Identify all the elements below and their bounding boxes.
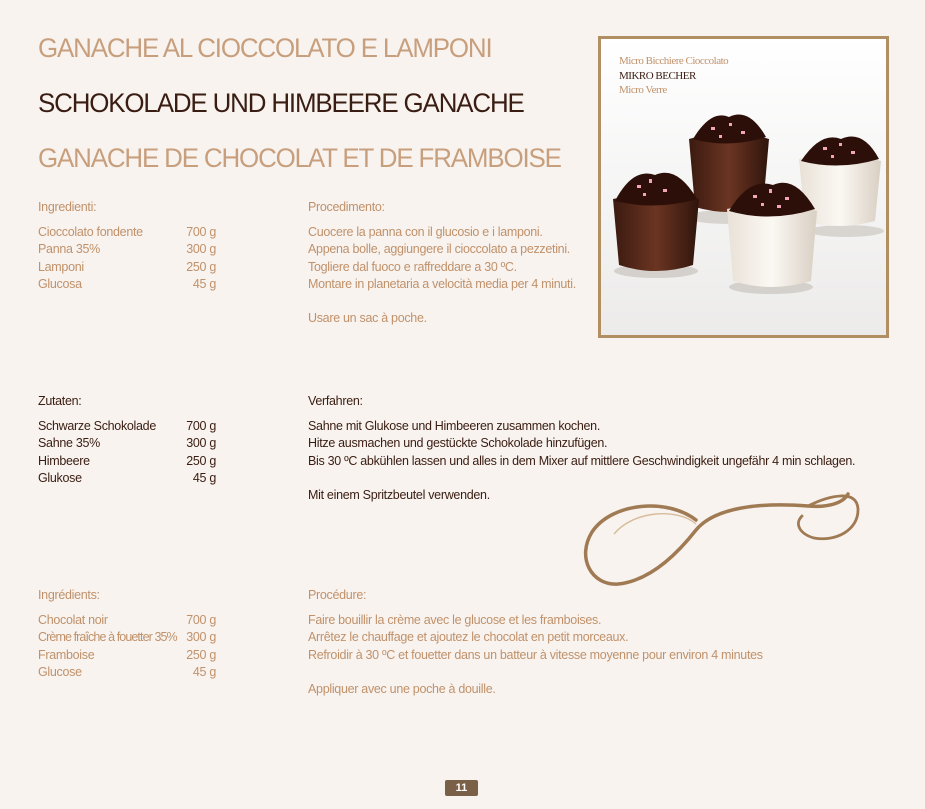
procedure-french xyxy=(308,612,898,698)
title-italian: GANACHE AL CIOCCOLATO E LAMPONI xyxy=(38,33,492,63)
procedure-note: Appliquer avec une poche à douille. xyxy=(308,682,496,697)
photo-labels xyxy=(619,54,728,98)
ingredient-item: Schwarze Schokolade 700 g xyxy=(38,419,216,433)
procedure-note: Usare un sac à poche. xyxy=(308,311,427,326)
procedure-step: Cuocere la panna con il glucosio e i lamponi. xyxy=(308,225,543,239)
ingredient-item: Crème fraîche à fouetter 35% 300 g xyxy=(38,630,216,645)
ingredient-item: Himbeere 250 g xyxy=(38,453,216,468)
ingredients-heading-german: Zutaten: xyxy=(38,394,82,408)
procedure-step: Montare in planetaria a velocità media per 4 minuti. xyxy=(308,276,576,291)
ingredient-item: Lamponi 250 g xyxy=(38,259,216,274)
procedure-note: Mit einem Spritzbeutel verwenden. xyxy=(308,488,490,503)
title-french: GANACHE DE CHOCOLAT ET DE FRAMBOISE xyxy=(38,143,561,173)
procedure-step: Appena bolle, aggiungere il cioccolato a pezzetini. xyxy=(308,242,570,257)
ingredients-heading-italian: Ingredienti: xyxy=(38,200,97,214)
procedure-heading-german: Verfahren: xyxy=(308,394,363,408)
procedure-step: Togliere dal fuoco e raffreddare a 30 ºC. xyxy=(308,259,517,274)
procedure-step: Bis 30 ºC abkühlen lassen und alles in dem Mixer auf mittlere Geschwindigkeit ungefähr 4 min schlagen. xyxy=(308,453,856,468)
ingredient-item: Glucose 45 g xyxy=(38,664,216,679)
ingredient-item: Chocolat noir 700 g xyxy=(38,613,216,627)
photo-label-italian: Micro Bicchiere Cioccolato xyxy=(619,55,729,67)
procedure-step: Refroidir à 30 ºC et fouetter dans un batteur à vitesse moyenne pour environ 4 minutes xyxy=(308,647,763,662)
ingredient-item: Framboise 250 g xyxy=(38,647,216,662)
decorative-swirl xyxy=(578,484,863,594)
procedure-step: Hitze ausmachen und gestückte Schokolade hinzufügen. xyxy=(308,436,608,451)
ingredient-item: Glucosa 45 g xyxy=(38,276,216,291)
ingredient-item: Cioccolato fondente 700 g xyxy=(38,225,216,239)
procedure-heading-french: Procédure: xyxy=(308,588,367,602)
ingredients-heading-french: Ingrédients: xyxy=(38,588,100,602)
ingredient-list-german xyxy=(38,418,218,487)
procedure-heading-italian: Procedimento: xyxy=(308,200,385,214)
title-german: SCHOKOLADE UND HIMBEERE GANACHE xyxy=(38,88,524,118)
photo-label-german: MIKRO BECHER xyxy=(619,69,696,82)
ingredient-item: Panna 35% 300 g xyxy=(38,242,216,257)
procedure-step: Faire bouillir la crème avec le glucose et les framboises. xyxy=(308,613,602,627)
procedure-step: Sahne mit Glukose und Himbeeren zusammen kochen. xyxy=(308,419,601,433)
ingredient-list-italian xyxy=(38,224,218,293)
ingredient-item: Glukose 45 g xyxy=(38,470,216,485)
ingredient-item: Sahne 35% 300 g xyxy=(38,436,216,451)
photo-label-french: Micro Verre xyxy=(619,84,667,96)
procedure-italian xyxy=(308,224,898,328)
page-number: 11 xyxy=(445,780,478,796)
procedure-step: Arrêtez le chauffage et ajoutez le chocolat en petit morceaux. xyxy=(308,630,629,645)
ingredient-list-french xyxy=(38,612,218,681)
